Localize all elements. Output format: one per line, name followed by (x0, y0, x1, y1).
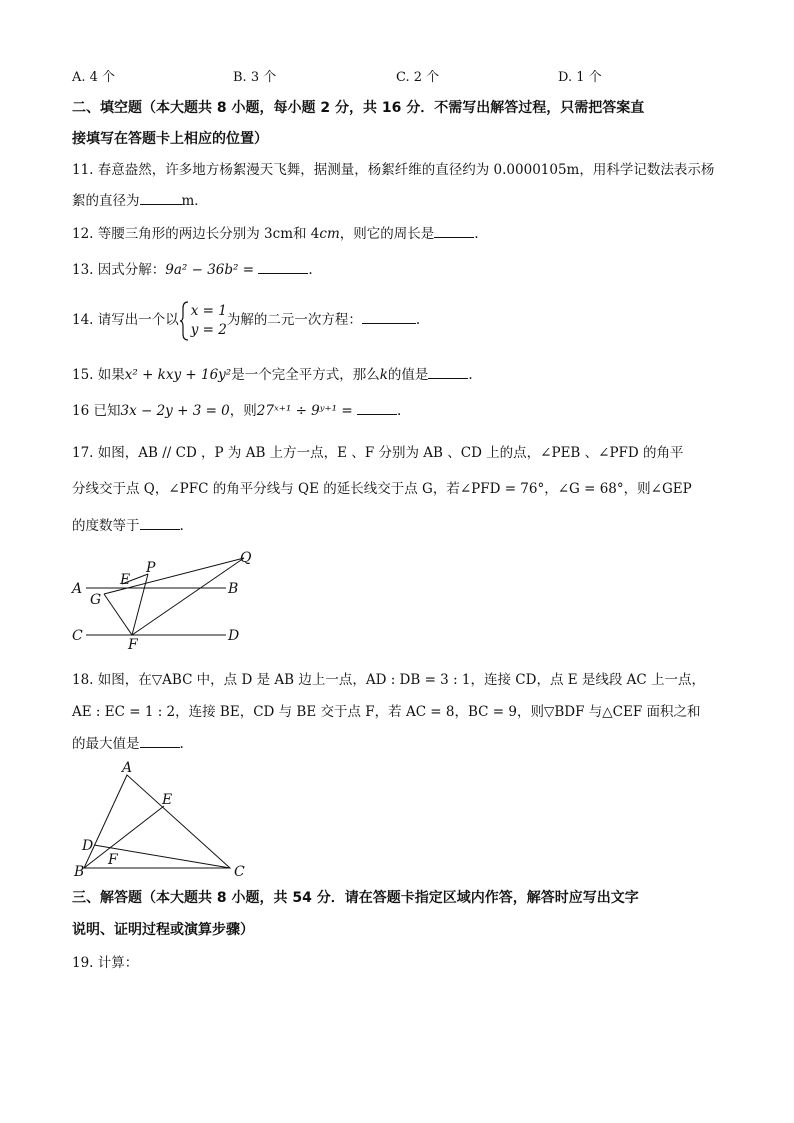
q14-eq2: y = 2 (190, 321, 227, 338)
label-f: F (128, 637, 138, 653)
q14-text: 14. 请写出一个以 (72, 312, 179, 328)
label-b: B (228, 581, 239, 597)
q18-text: 的最大值是 (72, 736, 140, 752)
q16-line: 16 已知3x − 2y + 3 = 0，则27ˣ⁺¹ ÷ 9ʸ⁺¹ = . (72, 400, 401, 421)
q13-text: 13. 因式分解： (72, 262, 166, 278)
q14-answer-blank (362, 309, 416, 324)
q12-text: 12. 等腰三角形的两边长分别为 3cm和 4 (72, 226, 320, 242)
q15-answer-blank (428, 364, 468, 379)
q16-answer-blank (357, 400, 397, 415)
q11-text: 絮的直径为 (72, 193, 140, 209)
q18-line1: 18. 如图，在▽ABC 中，点 D 是 AB 边上一点，AD : DB = 3 : 1，连接 CD，点 E 是线段 AC 上一点， (72, 672, 706, 688)
figure-17 (66, 546, 266, 656)
q11-line1: 11. 春意盎然，许多地方杨絮漫天飞舞，据测量，杨絮纤维的直径约为 0.0000105m，用科学记数法表示杨 (72, 162, 715, 178)
q16-expression2: 27ˣ⁺¹ ÷ 9ʸ⁺¹ = (256, 403, 353, 419)
q18-line3: 的最大值是 . (72, 733, 184, 754)
section3-heading-line1: 三、解答题（本大题共 8 小题，共 54 分．请在答题卡指定区域内作答，解答时应写出文字 (72, 890, 639, 906)
segment-gf (104, 594, 132, 635)
q12-line: 12. 等腰三角形的两边长分别为 3cm和 4cm，则它的周长是 . (72, 223, 479, 244)
segment-be (84, 806, 164, 868)
q14-line: 14. 请写出一个以 x = 1 y = 2 为解的二元一次方程： . (72, 300, 420, 341)
option-a: A. 4 个 (72, 70, 116, 85)
label-d: D (82, 838, 94, 854)
q12-answer-blank (434, 223, 474, 238)
q13-line: 13. 因式分解：9a² − 36b² = . (72, 259, 313, 280)
option-d: D. 1 个 (558, 70, 602, 85)
q16-expression1: 3x − 2y + 3 = 0 (120, 403, 230, 419)
q12-suffix: ，则它的周长是 (339, 226, 435, 242)
label-e: E (120, 572, 131, 588)
q18-answer-blank (140, 733, 180, 748)
section3-heading-line2: 说明、证明过程或演算步骤） (72, 922, 254, 938)
option-b: B. 3 个 (233, 70, 277, 85)
q16-mid: ，则 (229, 403, 257, 419)
q13-expression: 9a² − 36b² = (165, 262, 255, 278)
q16-text: 16 已知 (72, 403, 121, 419)
q11-line2 (72, 190, 208, 211)
q11-unit: m． (181, 193, 208, 209)
q13-answer-blank (258, 259, 308, 274)
q17-line3: 的度数等于 . (72, 515, 184, 536)
q15-suffix: 的值是 (387, 367, 429, 383)
q17-line2: 分线交于点 Q，∠PFC 的角平分线与 QE 的延长线交于点 G，若∠PFD = 76°，∠G = 68°，则∠GEP (72, 481, 692, 497)
triangle-abc (84, 775, 230, 868)
label-g: G (90, 592, 102, 608)
label-q: Q (240, 550, 252, 566)
q17-answer-blank (140, 515, 180, 530)
q17-line1: 17. 如图，AB // CD ，P 为 AB 上方一点，E 、F 分别为 AB 、CD 上的点，∠PEB 、∠PFD 的角平 (72, 445, 684, 461)
q19-line: 19. 计算： (72, 955, 139, 971)
q18-line2: AE : EC = 1 : 2，连接 BE，CD 与 BE 交于点 F，若 AC = 8，BC = 9，则▽BDF 与△CEF 面积之和 (72, 704, 701, 720)
q14-system (179, 301, 227, 341)
label-c: C (234, 864, 245, 880)
q15-mid: 是一个完全平方式，那么 (231, 367, 380, 383)
figure-18 (66, 758, 266, 882)
option-c: C. 2 个 (396, 70, 440, 85)
section2-heading-line1: 二、填空题（本大题共 8 小题，每小题 2 分，共 16 分．不需写出解答过程，只需把答案直 (72, 100, 645, 116)
q17-text: 的度数等于 (72, 518, 140, 534)
label-a: A (72, 581, 83, 597)
label-b: B (74, 864, 85, 880)
label-d: D (228, 628, 240, 644)
label-f: F (108, 852, 118, 868)
q15-var: k (379, 367, 388, 383)
q11-answer-blank (140, 190, 182, 205)
q14-suffix: 为解的二元一次方程： (226, 312, 362, 328)
q15-text: 15. 如果 (72, 367, 125, 383)
q15-line: 15. 如果x² + kxy + 16y²是一个完全平方式，那么k的值是 . (72, 364, 473, 385)
label-c: C (72, 628, 83, 644)
label-a: A (122, 760, 133, 776)
q15-expression: x² + kxy + 16y² (124, 367, 232, 383)
q14-eq1: x = 1 (190, 302, 227, 319)
brace-icon (179, 301, 189, 341)
section2-heading-line2: 接填写在答题卡上相应的位置） (72, 131, 268, 147)
q12-unit: cm (319, 226, 340, 242)
label-e: E (162, 792, 173, 808)
label-p: P (146, 560, 156, 576)
